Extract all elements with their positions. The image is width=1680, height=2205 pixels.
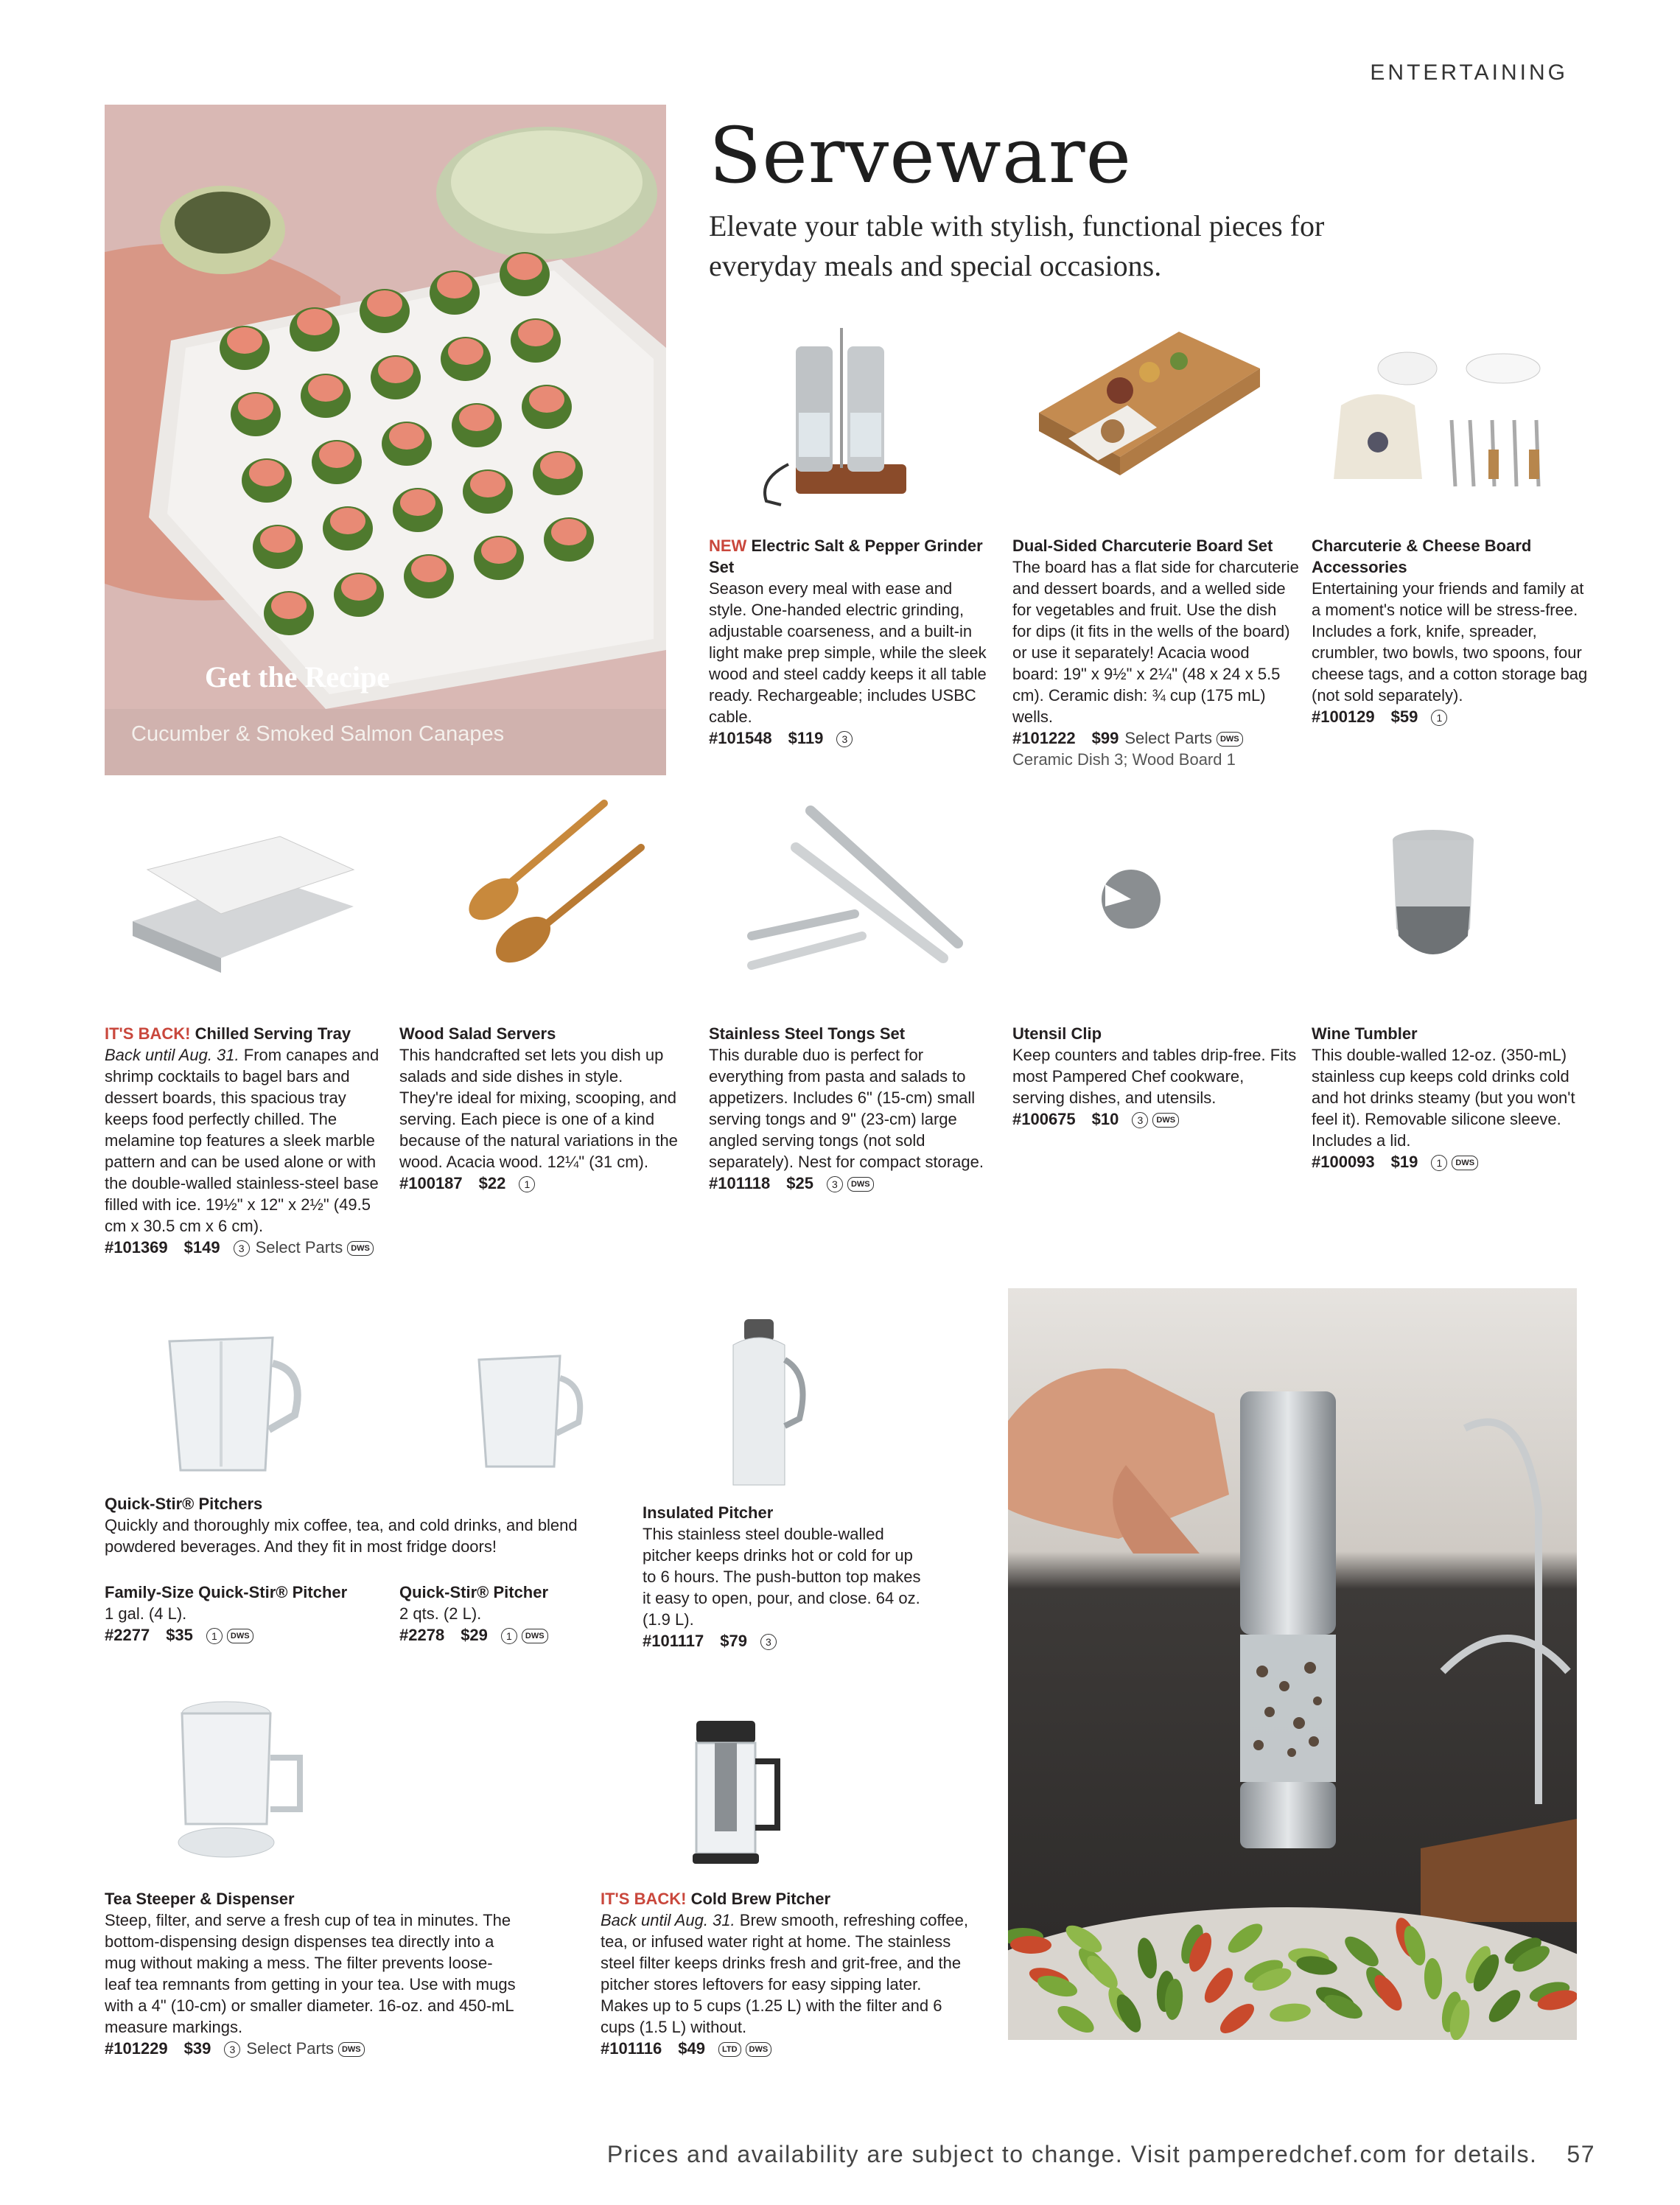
description-text: From canapes and shrimp cocktails to bagel bars and dessert boards, this spacious tray keeps food perfectly chilled. The melamine top features a sleek marble pattern and can be used alone or with the double-walled stainless-steel base filled with ice. 19½" x 12" x 2½" (49.5 cm x 30.5 cm x 6 cm). [105,1046,379,1235]
item-number: #101369 [105,1238,168,1257]
item-number: #100187 [399,1174,463,1192]
new-tag: NEW [709,537,747,555]
item-number: #2277 [105,1626,150,1644]
product-name: Quick-Stir® Pitchers [105,1495,263,1513]
product-description [105,1044,392,1237]
select-parts: Select Parts [1124,729,1212,747]
family-pitcher-listing [105,1582,399,1646]
canape-topping [319,441,354,468]
price-line [399,1173,679,1194]
product-description: 1 gal. (4 L). [105,1604,187,1623]
product-name: Wine Tumbler [1312,1024,1418,1043]
price: $22 [478,1174,506,1192]
canape-topping [238,394,273,420]
product-name: Chilled Serving Tray [195,1024,351,1043]
utensil-clip-listing [1012,1023,1300,1130]
item-number: #100093 [1312,1153,1375,1171]
canape-topping [437,272,472,298]
ltd-badge: LTD [718,2042,741,2057]
salt-pepper-grinder-listing [709,535,989,749]
select-parts: Select Parts [246,2039,334,2058]
availability-note: Back until Aug. 31. [601,1911,735,1929]
item-number: #100675 [1012,1110,1076,1128]
product-description: This stainless steel double-walled pitcher keeps drinks hot or cold for up to 6 hours. The push-button top makes it easy to open, pour, and close. 64 oz. (1.9 L). [643,1525,921,1629]
canape-topping [411,556,447,582]
item-number: #101118 [709,1174,771,1192]
select-parts: Select Parts [255,1238,343,1257]
price-line [105,1237,392,1258]
item-number: #101117 [643,1632,704,1650]
product-description [601,1909,969,2038]
cold-brew-pitcher-listing [601,1888,969,2059]
product-description: Entertaining your friends and family at a moment's notice will be stress-free. Includes a fork, knife, spreader, crumbler, two bowls, two spoons, four cheese tags, and a cotton storage bag (not sold separately). [1312,579,1588,705]
product-description: Steep, filter, and serve a fresh cup of tea in minutes. The bottom-dispensing design dispenses tea directly into a mug without making a mess. The filter prevents loose-leaf tea remnants from getting in your tea. Use with mugs with a 4" (10-cm) or smaller diameter. 16-oz. and 450-mL measure markings. [105,1911,516,2036]
dws-badge: DWS [227,1629,253,1643]
canape-topping [481,537,517,564]
canape-topping [400,489,435,516]
warranty-symbol: 3 [760,1634,777,1650]
warranty-symbol: 1 [519,1176,535,1192]
small-pitcher-image[interactable] [464,1341,589,1474]
canape-topping [389,423,424,450]
tea-steeper-listing [105,1888,517,2059]
quick-stir-pitchers-listing [105,1493,584,1557]
dws-badge: DWS [847,1177,874,1192]
product-name: Quick-Stir® Pitcher [399,1583,549,1601]
product-description: This durable duo is perfect for everything from pasta and salads to appetizers. Includes 6" (15-cm) small serving tongs and 9" (23-cm) large angled serving tongs (not sold separately). Nest for compact storage. [709,1046,984,1171]
product-name: Family-Size Quick-Stir® Pitcher [105,1583,348,1601]
item-number: #101116 [601,2039,662,2058]
canape-topping [507,254,542,280]
price-line [1312,1151,1584,1173]
product-name: Charcuterie & Cheese Board Accessories [1312,537,1532,576]
warranty-symbol: 3 [234,1240,250,1257]
dws-badge: DWS [338,2042,365,2057]
product-name: Utensil Clip [1012,1024,1102,1043]
wood-salad-servers-image[interactable] [442,796,656,973]
chilled-tray-listing [105,1023,392,1258]
page-title: Serveware [709,111,1133,200]
price: $35 [166,1626,193,1644]
recipe-name: Cucumber & Smoked Salmon Canapes [131,722,505,746]
product-description: Quickly and thoroughly mix coffee, tea, and cold drinks, and blend powdered beverages. And they fit in most fridge doors! [105,1516,578,1556]
tongs-image[interactable] [737,796,965,988]
canape-topping [448,338,483,365]
canape-topping [330,508,365,534]
cheese-accessories-image[interactable] [1326,339,1569,501]
canape-topping [540,452,575,479]
product-name: Cold Brew Pitcher [690,1890,831,1908]
item-number: #100129 [1312,707,1375,726]
canape-topping [367,290,402,317]
canape-topping [249,460,284,486]
recipe-link-title[interactable]: Get the Recipe [205,660,391,693]
price-line [709,727,989,749]
canape-topping [297,309,332,335]
dws-badge: DWS [1152,1113,1179,1128]
warranty-symbol: 3 [827,1176,843,1192]
canape-topping [341,574,377,601]
price: $39 [183,2039,211,2058]
warranty-symbol: 3 [836,731,853,747]
price: $149 [183,1238,220,1257]
price-line [105,2038,517,2059]
warranty-symbol: 1 [1431,710,1447,726]
small-pitcher-listing [399,1582,620,1646]
price: $25 [786,1174,813,1192]
dws-badge: DWS [522,1629,548,1643]
dws-badge: DWS [1452,1156,1478,1170]
canape-topping [470,471,505,497]
canape-topping [529,386,564,413]
canape-topping [308,375,343,402]
price-line [709,1173,996,1194]
section-tag: ENTERTAINING [1370,60,1568,85]
warranty-symbol: 3 [224,2041,240,2058]
warranty-symbol: 1 [1431,1155,1447,1171]
insulated-pitcher-listing [643,1502,923,1652]
tongs-listing [709,1023,996,1194]
canape-topping [518,320,553,346]
description-text: Brew smooth, refreshing coffee, tea, or infused water right at home. The stainless steel filter keeps drinks fresh and grit-free, and the pitcher stores leftovers for easy sipping later. Makes up to 5 cups (1.25 L) with the filter and 6 cups (1.5 L) without. [601,1911,968,2036]
product-name: Wood Salad Servers [399,1024,556,1043]
price: $29 [461,1626,488,1644]
price-line [1312,706,1592,727]
price-line [643,1630,923,1652]
canape-topping [459,405,494,431]
product-name: Tea Steeper & Dispenser [105,1890,295,1908]
product-description: 2 qts. (2 L). [399,1604,482,1623]
warranty-symbol: 1 [501,1628,517,1644]
grinder-lifestyle-photo[interactable] [1008,1288,1577,2040]
price: $119 [788,729,824,747]
warranty-symbol: 1 [206,1628,223,1644]
product-name: Electric Salt & Pepper Grinder Set [709,537,983,576]
price-line [1012,1108,1300,1130]
wine-tumbler-listing [1312,1023,1584,1173]
cheese-accessories-listing [1312,535,1592,727]
price: $59 [1390,707,1418,726]
page-number: 57 [1567,2141,1595,2167]
product-name: Dual-Sided Charcuterie Board Set [1012,537,1273,555]
item-number: #101222 [1012,729,1076,747]
product-name: Stainless Steel Tongs Set [709,1024,906,1043]
availability-note: Back until Aug. 31. [105,1046,239,1064]
tea-steeper-image[interactable] [164,1699,318,1868]
dws-badge: DWS [746,2042,772,2057]
product-description: Season every meal with ease and style. One-handed electric grinding, adjustable coarseness, and a built-in light make prep simple, while the sleek wood and steel caddy keeps it all table ready. Rechargeable; includes USBC cable. [709,579,987,726]
charcuterie-board-image[interactable] [1024,310,1267,501]
price-line [601,2038,969,2059]
price: $49 [678,2039,705,2058]
price-line [399,1624,620,1646]
item-number: #101229 [105,2039,168,2058]
price: $99 [1091,729,1119,747]
page-subtitle: Elevate your table with stylish, functional pieces for everyday meals and special occasions. [709,209,1325,282]
item-number: #2278 [399,1626,445,1644]
product-name: Insulated Pitcher [643,1503,774,1522]
charcuterie-board-listing [1012,535,1300,770]
wine-tumbler-image[interactable] [1385,825,1481,973]
salt-pepper-grinder-image[interactable] [737,317,928,509]
footer [607,2141,1595,2168]
back-tag: IT'S BACK! [601,1890,687,1908]
item-number: #101548 [709,729,772,747]
chilled-tray-image[interactable] [118,833,361,980]
canape-topping [271,593,307,619]
price: $19 [1390,1153,1418,1171]
price: $10 [1091,1110,1119,1128]
dws-badge: DWS [1217,732,1243,747]
product-note: Ceramic Dish 3; Wood Board 1 [1012,750,1236,769]
footer-disclaimer: Prices and availability are subject to change. Visit pamperedchef.com for details. [606,2141,1538,2167]
product-description: This double-walled 12-oz. (350-mL) stainless cup keeps cold drinks cold and hot drinks steamy (but you won't feel it). Removable silicone sleeve. Includes a lid. [1312,1046,1575,1150]
price-line [105,1624,399,1646]
utensil-clip-image[interactable] [1091,855,1172,936]
canape-topping [378,357,413,383]
canape-topping [227,327,262,354]
product-description: This handcrafted set lets you dish up salads and side dishes in style. They're ideal for mixing, scooping, and serving. Each piece is one of a kind because of the natural variations in the wood. Acacia wood. 12¼" (31 cm). [399,1046,678,1171]
price: $79 [720,1632,747,1650]
canape-topping [551,519,587,545]
insulated-pitcher-image[interactable] [726,1315,814,1492]
family-pitcher-image[interactable] [147,1319,309,1481]
back-tag: IT'S BACK! [105,1024,191,1043]
price-line [1012,727,1300,749]
dws-badge: DWS [347,1241,374,1256]
canape-topping [260,526,295,553]
product-description: The board has a flat side for charcuterie and dessert boards, and a welled side for vegetables and fruit. Use the dish for dips (it fits in the wells of the board) or use it separately! Acacia wood board: 19" x 9½" x 2¼" (48 x 24 x 5.5 cm). Ceramic dish: ¾ cup (175 mL) wells. [1012,558,1299,726]
salad-servers-listing [399,1023,679,1194]
warranty-symbol: 3 [1132,1112,1148,1128]
cold-brew-pitcher-image[interactable] [682,1717,785,1868]
product-description: Keep counters and tables drip-free. Fits most Pampered Chef cookware, serving dishes, and utensils. [1012,1046,1297,1107]
